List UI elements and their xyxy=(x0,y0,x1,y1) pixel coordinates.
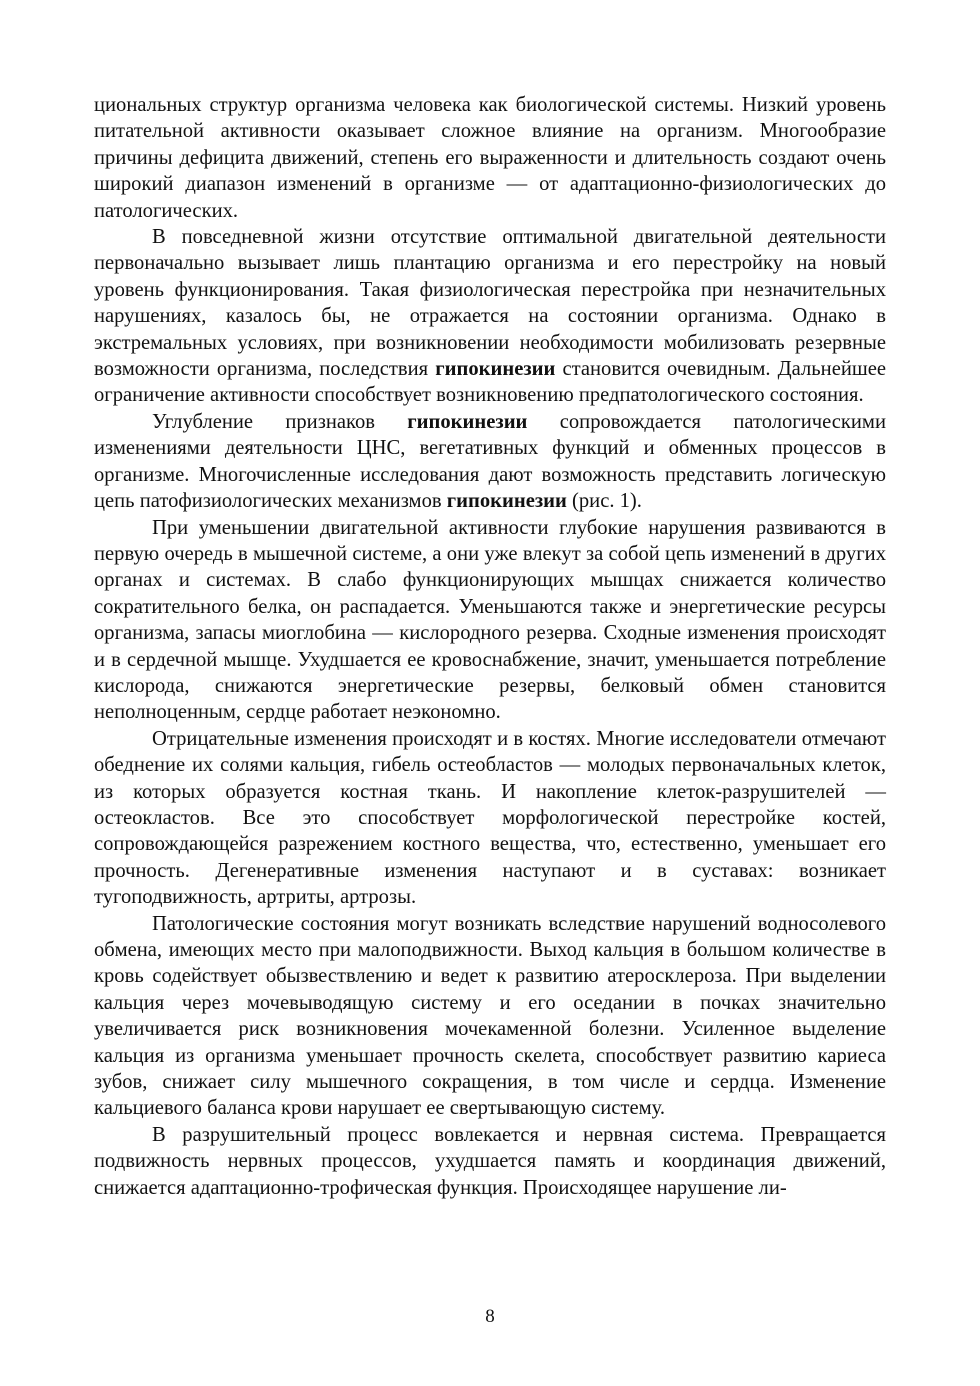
paragraph xyxy=(94,515,886,726)
paragraph xyxy=(94,224,886,409)
text-run: В повседневной жизни отсутствие оптимальной двигательной деятельности первоначально вызывает лишь плантацию организма и его перестройку на новый уровень функционирования. Такая физиологическая перестройка при незначительных нарушениях, казалось бы, не отражается на состоянии организма. Однако в экстремальных условиях, при возникновении необходимости мобилизовать резервные возможности организма, последствия xyxy=(94,226,886,381)
text-run: (рис. 1). xyxy=(566,490,642,513)
bold-term: гипокинезии xyxy=(435,358,556,381)
text-run: Углубление признаков xyxy=(152,410,408,433)
document-body xyxy=(94,92,886,1201)
page-number: 8 xyxy=(485,1306,495,1327)
text-run: становится очевидным. Дальнейшее ограничение активности способствует возникновению предпатологического состояния. xyxy=(94,358,886,407)
paragraph xyxy=(94,409,886,515)
paragraph xyxy=(94,92,886,224)
bold-term: гипокинезии xyxy=(446,490,567,513)
text-run: Отрицательные изменения происходят и в костях. Многие исследователи отмечают обеднение их солями кальция, гибель остеобластов — молодых первоначальных клеток, из которых образуется костная ткань. И накопление клеток-разрушителей — остеокластов. Все это способствует морфологической перестройке костей, сопровождающейся разрежением костного вещества, что, естественно, уменьшает его прочность. Дегенеративные изменения наступают и в суставах: возникает тугоподвижность, артриты, артрозы. xyxy=(94,727,886,909)
paragraph xyxy=(94,726,886,911)
text-run: сопровождается патологическими изменениями деятельности ЦНС, вегетативных функций и обменных процессов в организме. Многочисленные исследования дают возможность представить логическую цепь патофизиологических механизмов xyxy=(94,410,886,513)
text-run: При уменьшении двигательной активности глубокие нарушения развиваются в первую очередь в мышечной системе, а они уже влекут за собой цепь изменений в других органах и системах. В слабо функционирующих мышцах снижается количество сократительного белка, он распадается. Уменьшаются также и энергетические ресурсы организма, запасы миоглобина — кислородного резерва. Сходные изменения происходят и в сердечной мышце. Ухудшается ее кровоснабжение, значит, уменьшается потребление кислорода, снижаются энергетические резервы, белковый обмен становится неполноценным, сердце работает неэкономно. xyxy=(94,516,886,724)
paragraph xyxy=(94,911,886,1122)
text-run: циональных структур организма человека как биологической системы. Низкий уровень питательной активности оказывает сложное влияние на организм. Многообразие причины дефицита движений, степень его выраженности и длительность создают очень широкий диапазон изменений в организме — от адаптационно-физиологических до патологических. xyxy=(94,94,886,222)
text-run: Патологические состояния могут возникать вследствие нарушений водносолевого обмена, имеющих место при малоподвижности. Выход кальция в большом количестве в кровь содействует обызвествлению и ведет к развитию атеросклероза. При выделении кальция через мочевыводящую систему и его оседании в почках значительно увеличивается риск возникновения мочекаменной болезни. Усиленное выделение кальция из организма уменьшает прочность скелета, способствует развитию кариеса зубов, снижает силу мышечного сокращения, в том числе и сердца. Изменение кальциевого баланса крови нарушает ее свертывающую систему. xyxy=(94,912,886,1120)
bold-term: гипокинезии xyxy=(407,410,528,433)
text-run: В разрушительный процесс вовлекается и нервная система. Превращается подвижность нервных процессов, ухудшается память и координация движений, снижается адаптационно-трофическая функция. Происходящее нарушение ли- xyxy=(94,1123,886,1199)
paragraph xyxy=(94,1122,886,1201)
